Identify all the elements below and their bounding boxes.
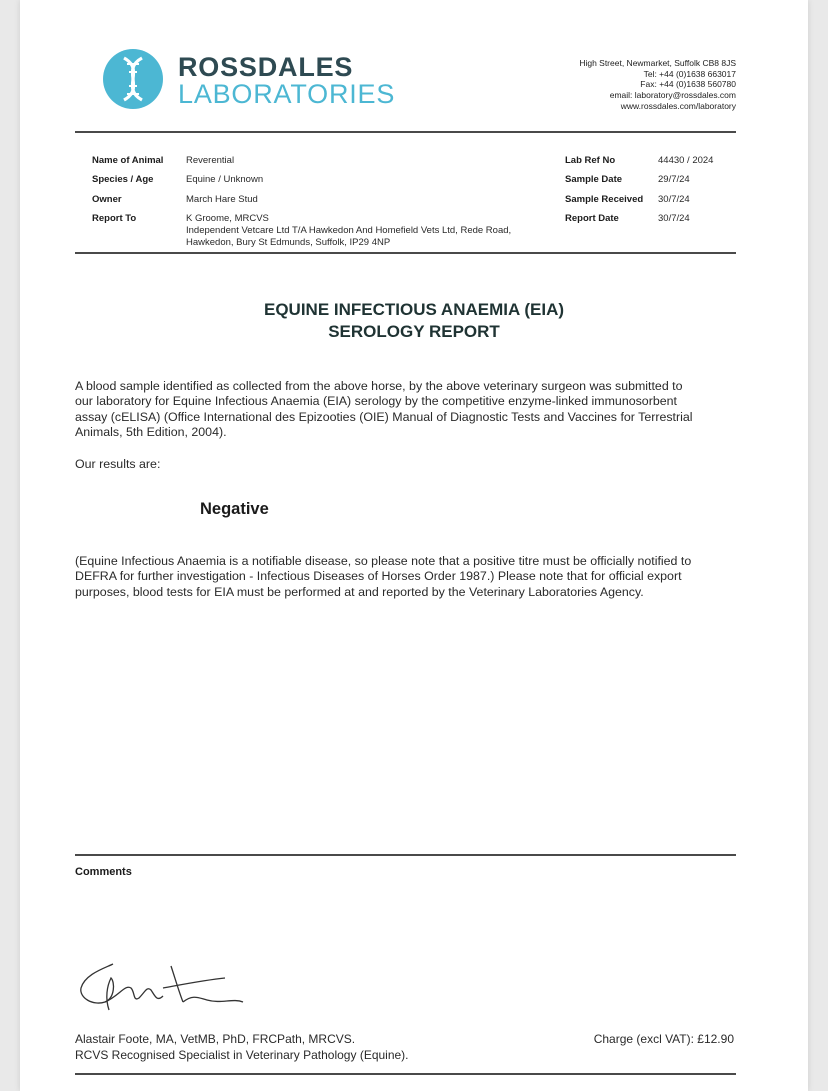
lab-address (579, 58, 736, 112)
report-page (20, 0, 808, 1091)
comments-divider (75, 854, 736, 856)
address-website: www.rossdales.com/laboratory (620, 100, 736, 111)
report-to-practice: Independent Vetcare Ltd T/A Hawkedon And Homefield Vets Ltd, Rede Road, (186, 225, 512, 236)
note-line: purposes, blood tests for EIA must be performed at and reported by the Veterinary Laboratories Agency. (75, 584, 644, 599)
comments-label: Comments (75, 866, 132, 878)
species-age-label: Species / Age (92, 174, 154, 185)
dna-helix-icon (102, 48, 164, 110)
sample-received-value: 30/7/24 (658, 194, 690, 205)
sample-date-label: Sample Date (565, 174, 623, 185)
name-of-animal-label: Name of Animal (92, 155, 164, 166)
intro-line: assay (cELISA) (Office International des Epizooties (OIE) Manual of Diagnostic Tests and Vaccines for Terrestrial (75, 409, 693, 424)
intro-paragraph (75, 379, 740, 441)
owner-value: March Hare Stud (186, 194, 258, 205)
species-age-value: Equine / Unknown (186, 174, 264, 185)
note-line: DEFRA for further investigation - Infectious Diseases of Horses Order 1987.) Please note that for official export (75, 569, 682, 584)
result-value: Negative (200, 500, 269, 518)
sample-received-label: Sample Received (565, 194, 644, 205)
report-to-value (186, 213, 511, 249)
report-title-line2: SEROLOGY REPORT (328, 322, 500, 341)
logo-text-laboratories: LABORATORIES (178, 79, 396, 109)
info-divider (75, 252, 736, 254)
report-title (20, 299, 808, 343)
signatory (75, 1032, 409, 1063)
intro-line: A blood sample identified as collected from the above horse, by the above veterinary surgeon was submitted to (75, 379, 683, 393)
charge-amount: Charge (excl VAT): £12.90 (593, 1032, 734, 1046)
sample-date-value: 29/7/24 (658, 174, 690, 185)
address-fax: Fax: +44 (0)1638 560780 (640, 79, 736, 90)
footer-divider (75, 1073, 736, 1075)
signature-image (75, 958, 255, 1018)
report-title-line1: EQUINE INFECTIOUS ANAEMIA (EIA) (263, 300, 565, 319)
notifiable-note (75, 554, 740, 600)
logo-text-rossdales: ROSSDALES (178, 52, 354, 82)
header-divider (75, 131, 736, 133)
name-of-animal-value: Reverential (186, 155, 235, 166)
note-line: (Equine Infectious Anaemia is a notifiable disease, so please note that a positive titre must be officially notified to (75, 554, 692, 568)
intro-line: our laboratory for Equine Infectious Anaemia (EIA) serology by the competitive enzyme-linked immunosorbent (75, 394, 677, 409)
report-date-value: 30/7/24 (658, 213, 690, 224)
address-line: High Street, Newmarket, Suffolk CB8 8JS (579, 58, 736, 68)
address-phone: Tel: +44 (0)1638 663017 (643, 68, 736, 79)
owner-label: Owner (92, 194, 122, 205)
report-date-label: Report Date (565, 213, 619, 224)
lab-ref-value: 44430 / 2024 (658, 155, 714, 166)
signatory-title: RCVS Recognised Specialist in Veterinary Pathology (Equine). (75, 1047, 409, 1062)
report-to-vet: K Groome, MRCVS (186, 213, 269, 224)
report-to-address: Hawkedon, Bury St Edmunds, Suffolk, IP29 4NP (186, 237, 391, 248)
results-intro: Our results are: (75, 457, 161, 471)
signatory-name: Alastair Foote, MA, VetMB, PhD, FRCPath, MRCVS. (75, 1032, 356, 1046)
address-email: email: laboratory@rossdales.com (609, 90, 736, 101)
intro-line: Animals, 5th Edition, 2004). (75, 425, 227, 440)
report-to-label: Report To (92, 213, 137, 224)
lab-ref-label: Lab Ref No (565, 155, 616, 166)
